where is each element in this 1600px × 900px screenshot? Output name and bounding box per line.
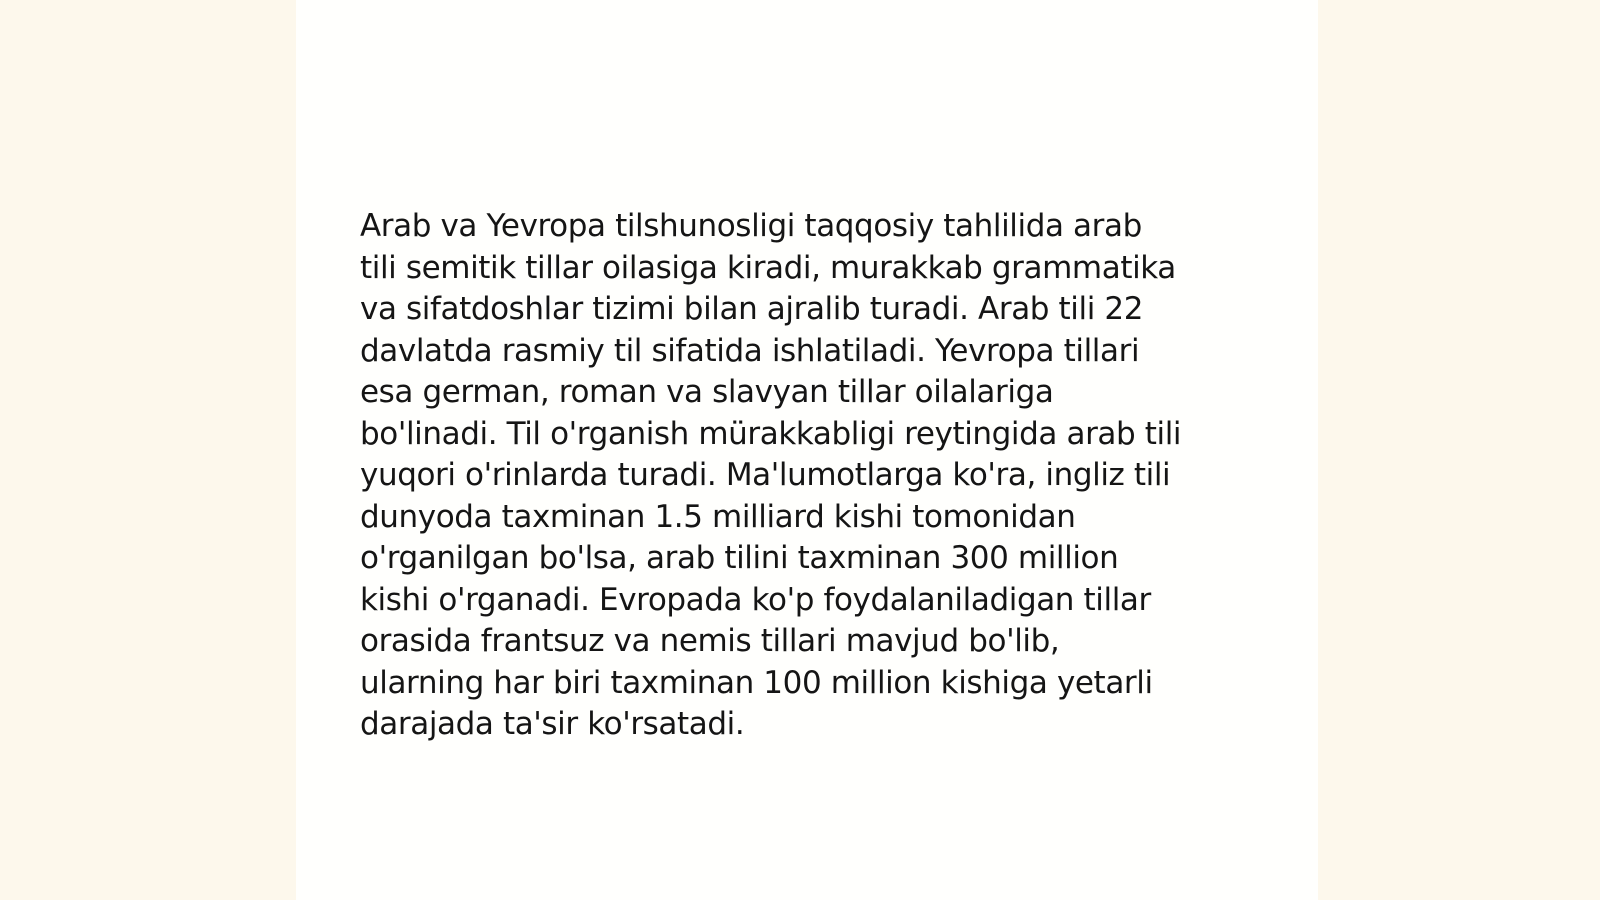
document-page bbox=[296, 0, 1318, 900]
body-paragraph: Arab va Yevropa tilshunosligi taqqosiy tahlilida arab tili semitik tillar oilasiga kiradi, murakkab grammatika va sifatdoshlar tizimi bilan ajralib turadi. Arab tili 22 davlatda rasmiy til sifatida ishlatiladi. Yevropa tillari esa german, roman va slavyan tillar oilalariga bo'linadi. Til o'rganish mürakkabligi reytingida arab tili yuqori o'rinlarda turadi. Ma'lumotlarga ko'ra, ingliz tili dunyoda taxminan 1.5 milliard kishi tomonidan o'rganilgan bo'lsa, arab tilini taxminan 300 million kishi o'rganadi. Evropada ko'p foydalaniladigan tillar orasida frantsuz va nemis tillari mavjud bo'lib, ularning har biri taxminan 100 million kishiga yetarli darajada ta'sir ko'rsatadi. bbox=[360, 208, 1182, 742]
